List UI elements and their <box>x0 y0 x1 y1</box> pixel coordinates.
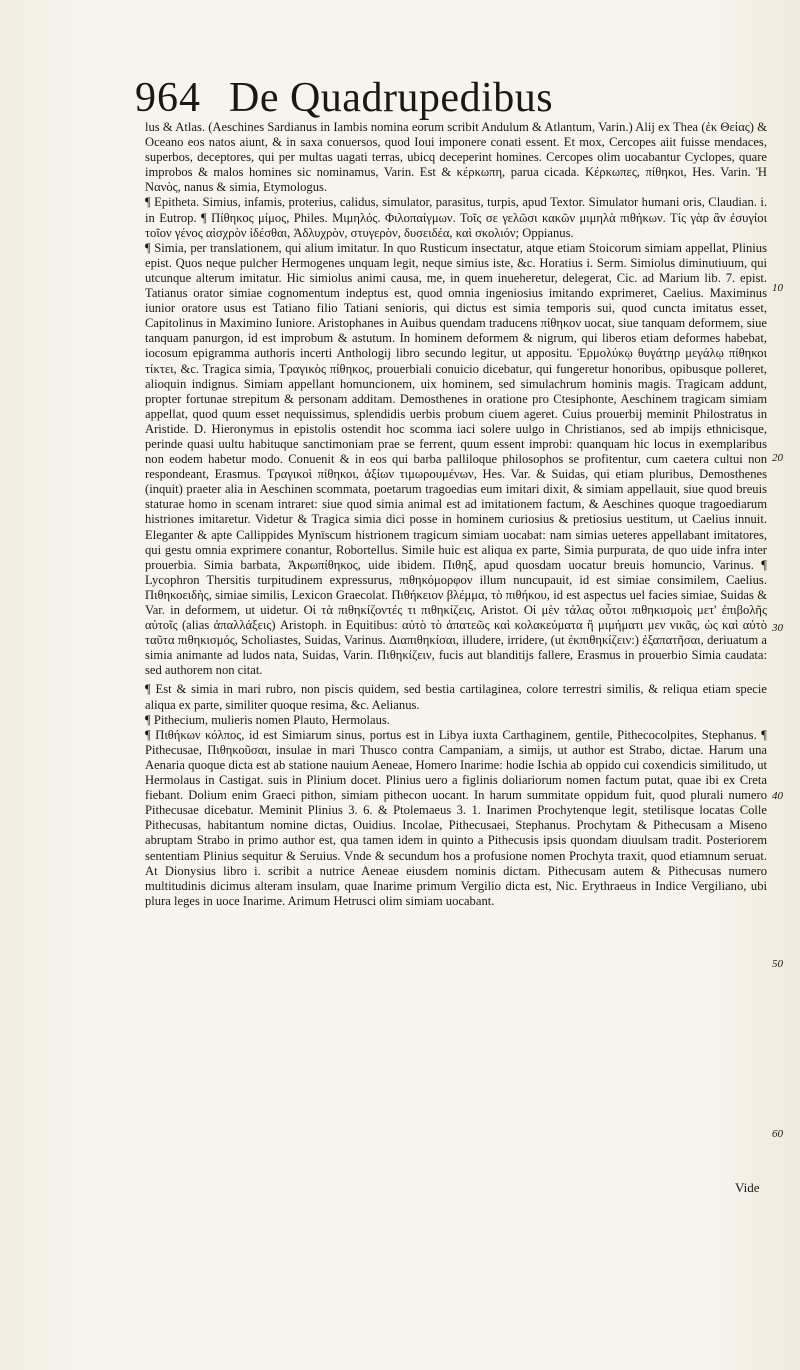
paragraph-simia-translatio: ¶ Simia, per translationem, qui alium imitatur. In quo Rusticum insectatur, atque etiam Stoicorum simiam appellat, Plinius epist. Quos neque pulcher Hermogenes unquam legit, neque simius iste, &c. Horatius i. Serm. Simiolus diminutiuum, qui utcunque alterum imitatur. Hic simiolus animi causa, me, in quem inueheretur, delegerat, Cic. ad Marium lib. 7. epist. Tatianus orator simiae cognomentum indeptus est, quod omnia ingeniosius imitando exprimeret, Caelius. Maximinus iunior oratore usus est Tatiano filio Tatiani senioris, qui dictus est simia temporis sui, quod cuncta imitatus esset, Capitolinus in Maximino Iuniore. Aristophanes in Auibus quendam traducens πίθηκον uocat, siue tanquam deformem, siue tanquam panurgon, id est improbum & astutum. In hominem deformem & nigrum, qui liberos etiam deformes habebat, iocosum epigramma authoris incerti Anthologij libro secundo legitur, ut appositu. Ἑρμολύκῳ θυγάτηρ μεγάλῳ πίθηκοι τίκτει, &c. Tragica simia, Τραγικὸς πίθηκος, prouerbiali conuicio dicebatur, qui fungeretur honoribus, opibusque polleret, alioquin indignus. Simiam appellant homuncionem, uix hominem, sed simulachrum hominis magis. Tragicam addunt, propter fortunae strepitum & personam additam. Demosthenes in oratione pro Ctesiphonte, Aeschinem tragicam simiam appellat, quod quum esset nequissimus, splendidis uerbis probum ciuem ageret. Cuius prouerbij meminit Philostratus in Aristide. D. Hieronymus in epistolis ostendit hoc scomma iaci solere uulgo in Christianos, sed ab impijs ethnicisque, perinde quasi uultu habituque sanctimoniam prae se ferrent, quum essent improbi: quanquam hic locus in exemplaribus non eodem habetur modo. Conuenit & in eos qui barba palliloque philosophos se profitentur, cum caetera cultui non respondeant, Erasmus. Τραγικοὶ πίθηκοι, ἀξίων τιμωρουμένων, Hes. Var. & Suidas, qui etiam pluribus, Demosthenes (inquit) praeter alia in Aeschinen scommata, poetarum tragoedias eum imitari dixit, & simiam appellauit, siue quod breuis staturae homo in scenam intraret: siue quod simia animal est ad imitationem factum, & Aeschines quoque tragoediarum histriones imitaretur. Videtur & Tragica simia dici posse in hominem curiosius & pretiosius uestitum, ut Caelius innuit. Eleganter & apte Callippides Mynīscum histrionem tragicum simiam uocabat: nam simias ueteres appellabant imitatores, qui gestu omnia exprimere conantur, Robortellus. Simile huic est aliqua ex parte, Simia purpurata, de quo uide infra inter prouerbia. Simia barbata, Ἀκρωπίθηκος, uide ibidem. Πιθηξ, apud quosdam uocatur breuis homuncio, Varinus. ¶ Lycophron Thersitis turpitudinem expressurus, πιθηκόμορφον illum nuncupauit, id est simiae consimilem, Caelius. Πιθηκοειδὴς, simiae similis, Lexicon Graecolat. Πιθήκειον βλέμμα, τὸ πιθήκου, id est aspectus uel facies simiae, Suidas & Var. in deformem, ut uidetur. Οἱ τὰ πιθηκίζοντές τι πιθηκίζεις, Aristot. Οἱ μὲν τάλας οὗτοι πιθηκισμοὶς μετ' ἐπιβολῆς αὐτοῖς (alias ἀπαλλάξεις) Aristoph. in Equitibus: αὐτὸ τὸ ἀπατεῶς καὶ κολακεύματα ἢ μιμήματι μεν νικᾶς, ὡς καὶ αὐτὸ ταῦτα πιθηκισμός, Scholiastes, Suidas, Varinus. Διαπιθηκίσαι, illudere, irridere, (ut ἐκπιθηκίζειν:) ἐξαπατῆσαι, deriuatum a simia animante ad ludos nata, Suidas, Varin. Πιθηκίζειν, fucis aut blanditijs fallere, Erasmus in prouerbio Simia caudata: sed authorem non citat. <box>145 240 767 678</box>
margin-line-number: 10 <box>772 282 783 294</box>
margin-line-number: 50 <box>772 958 783 970</box>
running-title: De Quadrupedibus <box>229 75 554 121</box>
paragraph-epitheta: ¶ Epitheta. Simius, infamis, proterius, calidus, simulator, parasitus, turpis, apud Textor. Simulator humani oris, Claudian. i. in Eutrop. ¶ Πίθηκος μίμος, Philes. Μιμηλός. Φιλοπαίγμων. Τοῖς σε γελῶσι κακῶν μιμηλὰ πιθήκων. Τίς γὰρ ἂν ἐσυγίοι τοῖον γένος αἰσχρὸν ἰδέσθαι, Ἀδλυχρὸν, στυγερὸν, δυσειδέα, καὶ σκολιόν; Oppianus. <box>145 195 767 240</box>
paragraph-pithecusae: ¶ Πιθήκων κόλπος, id est Simiarum sinus, portus est in Libya iuxta Carthaginem, gentile, Pithecocolpites, Stephanus. ¶ Pithecusae, Πιθηκοῦσαι, insulae in mari Thusco contra Campaniam, a simijs, ut author est Strabo, dictae. Harum una Aenaria quoque dicta est ab statione nauium Aeneae, Homero Inarime: hodie Ischia ab oppido cui coxendicis similitudo, ut Hermolaus in Castigat. suis in Plinium docet. Plinius uero a figlinis doliariorum nomen factum putat, quae ibi ex Creta fiebant. Dolium enim Graeci pithon, simiam pithecon uocant. In harum summitate oppidum fuit, quod plurali numero Pithecusae dicebatur. Meminit Plinius 3. 6. & Ptolemaeus 3. 1. Inarimen Prochytenque legit, stetilisque locatas Colle Pithecusas, habitantum nomine dictas, Ouidius. Incolae, Pithecusaei, Stephanus. Prochytam & Pithecusam a Miseno abruptam Strabo in primo author est, qua tamen idem in quinto a Pithecusis ipsis quondam diuulsam tradit. Posteriorem sententiam Plinius sequitur & Seruius. Vnde & secundum hos a profusione nomen Prochyta traxit, quod etiamnum seruat. At Dionysius libro i. scribit a nutrice Aeneae eiusdem nominis dictam. Pithecusam autem & Pithecusas numero multitudinis dicimus alteram insulam, quae Inarime primum Vergilio dicta est, Nic. Erythraeus in Indice Vergiliano, ubi plura leges in uoce Inarime. Arimum Hetrusci olim simiam uocabant. <box>145 727 767 908</box>
margin-line-number: 40 <box>772 790 783 802</box>
paragraph-simia-mari: ¶ Est & simia in mari rubro, non piscis quidem, sed bestia cartilaginea, colore terrestri similis, & reliqua etiam specie aliqua ex parte, similiter quoque resima, &c. Aelianus. <box>145 682 767 712</box>
margin-line-number: 60 <box>772 1128 783 1140</box>
page-number: 964 <box>135 75 201 121</box>
main-text <box>145 120 767 909</box>
margin-line-number: 20 <box>772 452 783 464</box>
catchword: Vide <box>735 1180 760 1195</box>
margin-line-number: 30 <box>772 622 783 634</box>
paragraph-pithecium: ¶ Pithecium, mulieris nomen Plauto, Hermolaus. <box>145 712 390 727</box>
paragraph-cercopes: lus & Atlas. (Aeschines Sardianus in Iambis nomina eorum scribit Andulum & Atlantum, Varin.) Alij ex Thea (ἐκ Θείας) & Oceano eos natos aiunt, & in saxa conuersos, quod Ioui imponere conati essent. Et mox, Cercopes aiit fuisse mendaces, superbos, deceptores, qui per multas uagati terras, ubicq deceperint homines. Cercopes olim uocabantur Cyclopes, quare improbos & malos homines sic nominamus, Varin. Est & κέρκωπη, parua cicada. Κέρκωπες, πίθηκοι, Hes. Varin. Ἡ Νανὸς, nanus & simia, Etymologus. <box>145 120 767 195</box>
